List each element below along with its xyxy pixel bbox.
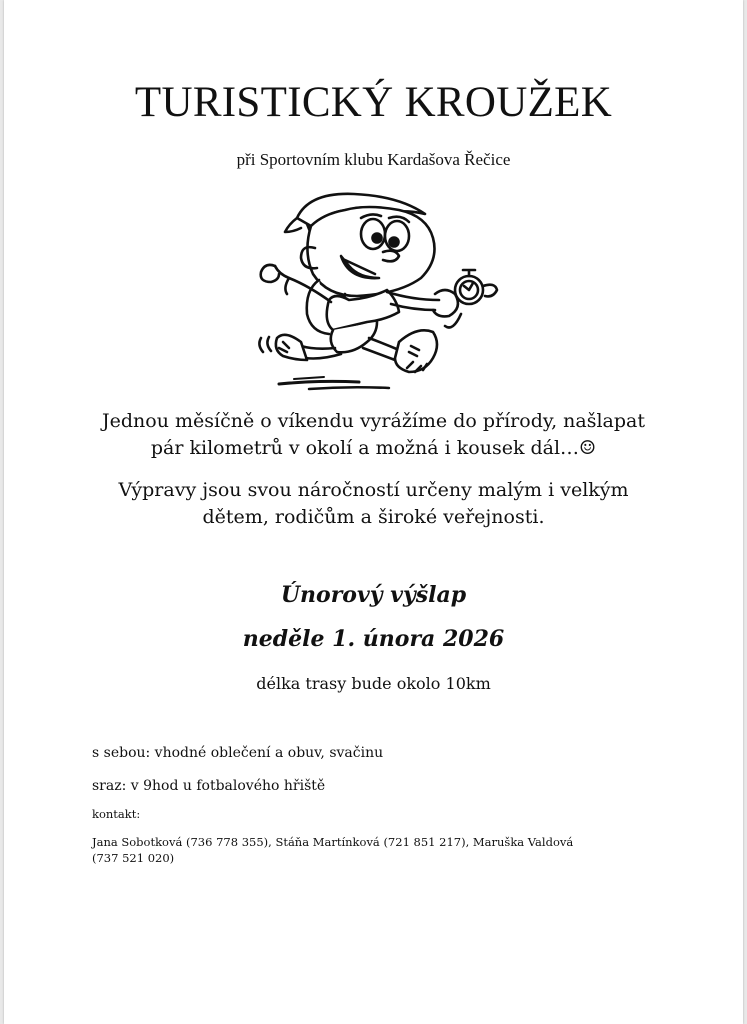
page-subtitle: při Sportovním klubu Kardašova Řečice: [236, 150, 511, 169]
running-hiker-illustration: [249, 182, 509, 397]
contact-line-1: Jana Sobotková (736 778 355), Stáňa Martínková (721 851 217), Maruška Valdová: [92, 835, 574, 849]
audience-paragraph: [44, 477, 703, 531]
document-page: [4, 0, 743, 1024]
audience-line-2: dětem, rodičům a široké veřejnosti.: [202, 506, 545, 528]
intro-line-1: Jednou měsíčně o víkendu vyrážíme do přírody, našlapat: [102, 410, 645, 432]
contact-label: kontakt:: [92, 807, 141, 821]
intro-line-2: pár kilometrů v okolí a možná i kousek dál…☺: [150, 437, 597, 459]
bring-info: s sebou: vhodné oblečení a obuv, svačinu: [92, 745, 384, 761]
contact-info: [92, 834, 632, 866]
event-name: Únorový výšlap: [280, 582, 467, 608]
page-title: TURISTICKÝ KROUŽEK: [134, 79, 613, 126]
event-date: neděle 1. února 2026: [242, 626, 505, 652]
intro-paragraph: [44, 408, 703, 462]
event-length: délka trasy bude okolo 10km: [256, 674, 491, 693]
meeting-info: sraz: v 9hod u fotbalového hřiště: [92, 778, 326, 794]
contact-line-2: (737 521 020): [92, 851, 175, 865]
audience-line-1: Výpravy jsou svou náročností určeny malým i velkým: [118, 479, 629, 501]
